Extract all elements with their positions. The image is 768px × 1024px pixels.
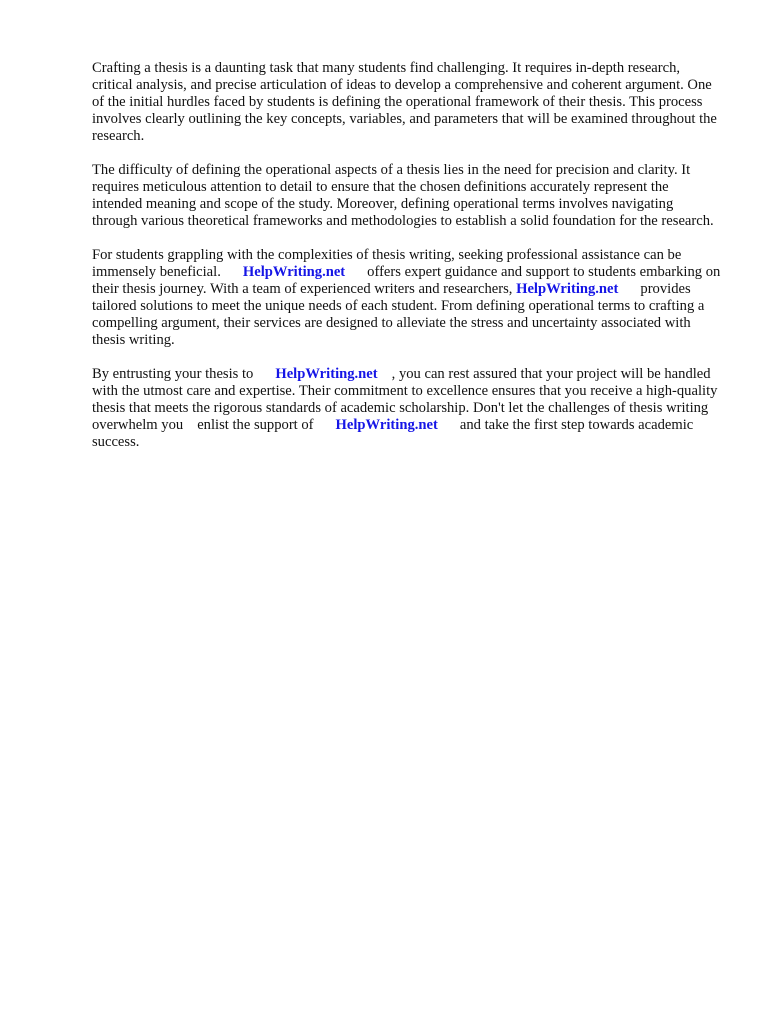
paragraph-intro: Crafting a thesis is a daunting task that many students find challenging. It requires in-depth research, critical analysis, and precise articulation of ideas to develop a comprehensive and coherent argument. One of the initial hurdles faced by students is defining the operational framework of their thesis. This process involves clearly outlining the key concepts, variables, and parameters that will be examined throughout the research. xyxy=(92,60,717,144)
paragraph-assistance-text-1: For students grappling with the complexities of thesis writing, seeking professional assistance can be immensely beneficial. xyxy=(92,247,682,280)
paragraph-entrusting-text-3: enlist the support of xyxy=(197,417,314,433)
paragraph-difficulty: The difficulty of defining the operational aspects of a thesis lies in the need for precision and clarity. It requires meticulous attention to detail to ensure that the chosen definitions accurately represent the intended meaning and scope of the study. Moreover, defining operational terms involves navigating through various theoretical frameworks and methodologies to establish a solid foundation for the research. xyxy=(92,162,714,229)
paragraph-entrusting-text-4: and take the first step towards academic success. xyxy=(92,417,694,450)
paragraph-assistance-text-2: offers expert guidance and support to students embarking on their thesis journey. With a team of experienced writers and researchers, xyxy=(92,264,721,297)
helpwriting-link-1[interactable]: HelpWriting.net xyxy=(242,264,346,280)
paragraph-entrusting-text-1: By entrusting your thesis to xyxy=(92,366,254,382)
paragraph-entrusting xyxy=(92,366,722,451)
document-body xyxy=(92,60,722,468)
helpwriting-link-2[interactable]: HelpWriting.net xyxy=(516,281,619,297)
paragraph-entrusting-text-2: , you can rest assured that your project will be handled with the utmost care and expertise. Their commitment to excellence ensures that you receive a high-quality thesis that meets the rigorous standards of academic scholarship. Don't let the challenges of thesis writing overwhelm you xyxy=(92,366,718,433)
helpwriting-link-4[interactable]: HelpWriting.net xyxy=(335,417,438,433)
helpwriting-link-3[interactable]: HelpWriting.net xyxy=(275,366,378,382)
paragraph-assistance xyxy=(92,247,722,349)
paragraph-assistance-text-3: provides tailored solutions to meet the unique needs of each student. From defining operational terms to crafting a compelling argument, their services are designed to alleviate the stress and uncertainty associated with thesis writing. xyxy=(92,281,705,348)
